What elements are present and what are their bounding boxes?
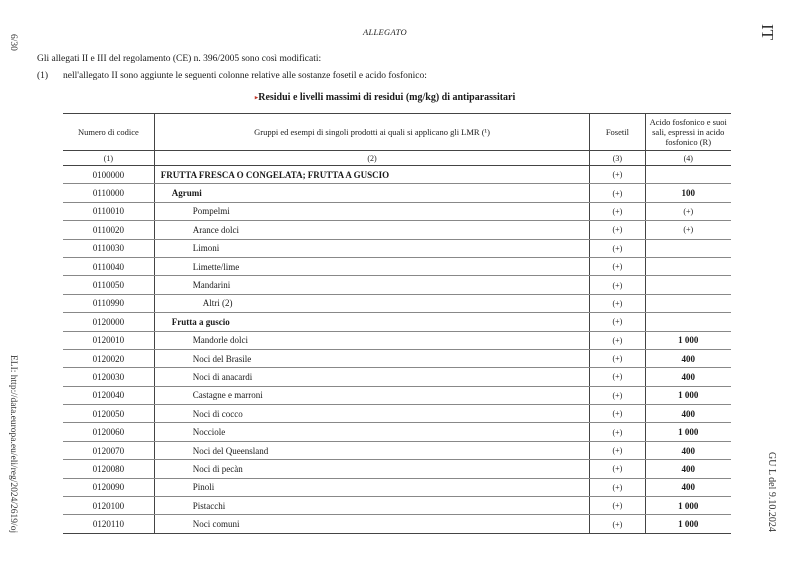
annex-title: ALLEGATO xyxy=(363,27,407,37)
eli-link[interactable]: ELI: http://data.europa.eu/eli/reg/2024/2619/oj xyxy=(8,355,18,534)
cell-code: 0110000 xyxy=(63,184,154,202)
cell-phosphonic-acid: 400 xyxy=(645,478,731,496)
journal-reference: GU L del 9.10.2024 xyxy=(766,452,777,532)
cell-code: 0120100 xyxy=(63,497,154,515)
cell-product: Castagne e marroni xyxy=(154,386,589,404)
cell-product: Mandorle dolci xyxy=(154,331,589,349)
cell-product: Limette/lime xyxy=(154,257,589,275)
table-row xyxy=(63,313,731,331)
cell-phosphonic-acid xyxy=(645,166,731,184)
table-body xyxy=(63,166,731,534)
cell-fosetil: (+) xyxy=(590,405,645,423)
cell-product: Pinoli xyxy=(154,478,589,496)
cell-code: 0100000 xyxy=(63,166,154,184)
cell-fosetil: (+) xyxy=(590,515,645,533)
cell-code: 0120090 xyxy=(63,478,154,496)
list-item-text: nell'allegato II sono aggiunte le seguenti colonne relative alle sostanze fosetil e acido fosfonico: xyxy=(63,71,427,81)
cell-fosetil: (+) xyxy=(590,386,645,404)
header-products: Gruppi ed esempi di singoli prodotti ai quali si applicano gli LMR (¹) xyxy=(154,114,589,151)
cell-product: Noci comuni xyxy=(154,515,589,533)
cell-code: 0120000 xyxy=(63,313,154,331)
cell-phosphonic-acid xyxy=(645,276,731,294)
header-code: Numero di codice xyxy=(63,114,154,151)
cell-phosphonic-acid xyxy=(645,257,731,275)
index-2: (2) xyxy=(154,151,589,166)
cell-phosphonic-acid xyxy=(645,313,731,331)
cell-product: Agrumi xyxy=(154,184,589,202)
cell-code: 0120010 xyxy=(63,331,154,349)
list-item-number: (1) xyxy=(37,71,49,81)
cell-code: 0120110 xyxy=(63,515,154,533)
table-title-text: Residui e livelli massimi di residui (mg/kg) di antiparassitari xyxy=(258,92,516,103)
cell-phosphonic-acid: 400 xyxy=(645,460,731,478)
table-row xyxy=(63,166,731,184)
language-code: IT xyxy=(758,24,777,41)
cell-phosphonic-acid: 400 xyxy=(645,368,731,386)
intro-paragraph: Gli allegati II e III del regolamento (CE) n. 396/2005 sono così modificati: xyxy=(37,54,322,64)
cell-fosetil: (+) xyxy=(590,294,645,312)
cell-product: FRUTTA FRESCA O CONGELATA; FRUTTA A GUSCIO xyxy=(154,166,589,184)
cell-product: Arance dolci xyxy=(154,221,589,239)
amendment-marker-icon: ▸ xyxy=(254,93,259,102)
table-header-row xyxy=(63,114,731,151)
cell-fosetil: (+) xyxy=(590,239,645,257)
cell-code: 0120080 xyxy=(63,460,154,478)
header-phosphonic-acid: Acido fosfonico e suoi sali, espressi in acido fosfonico (R) xyxy=(645,114,731,151)
table-row xyxy=(63,460,731,478)
page-number: 6/30 xyxy=(8,34,18,51)
cell-product: Frutta a guscio xyxy=(154,313,589,331)
table-row xyxy=(63,497,731,515)
cell-fosetil: (+) xyxy=(590,202,645,220)
cell-fosetil: (+) xyxy=(590,368,645,386)
cell-product: Noci del Queensland xyxy=(154,441,589,459)
table-row xyxy=(63,349,731,367)
cell-fosetil: (+) xyxy=(590,331,645,349)
table-row xyxy=(63,386,731,404)
cell-phosphonic-acid: 400 xyxy=(645,405,731,423)
cell-phosphonic-acid xyxy=(645,239,731,257)
cell-phosphonic-acid: 1 000 xyxy=(645,331,731,349)
table-row xyxy=(63,331,731,349)
residue-table xyxy=(63,113,731,534)
cell-phosphonic-acid: 1 000 xyxy=(645,423,731,441)
index-3: (3) xyxy=(590,151,645,166)
table-row xyxy=(63,368,731,386)
cell-phosphonic-acid: 1 000 xyxy=(645,515,731,533)
cell-code: 0110990 xyxy=(63,294,154,312)
cell-fosetil: (+) xyxy=(590,497,645,515)
cell-code: 0110010 xyxy=(63,202,154,220)
table-row xyxy=(63,202,731,220)
cell-code: 0110040 xyxy=(63,257,154,275)
cell-phosphonic-acid xyxy=(645,294,731,312)
cell-phosphonic-acid: 1 000 xyxy=(645,386,731,404)
cell-phosphonic-acid: 1 000 xyxy=(645,497,731,515)
cell-fosetil: (+) xyxy=(590,423,645,441)
cell-fosetil: (+) xyxy=(590,349,645,367)
table-row xyxy=(63,221,731,239)
cell-product: Nocciole xyxy=(154,423,589,441)
cell-fosetil: (+) xyxy=(590,276,645,294)
index-4: (4) xyxy=(645,151,731,166)
cell-fosetil: (+) xyxy=(590,166,645,184)
cell-code: 0120020 xyxy=(63,349,154,367)
cell-product: Mandarini xyxy=(154,276,589,294)
cell-code: 0110050 xyxy=(63,276,154,294)
cell-product: Noci di cocco xyxy=(154,405,589,423)
cell-phosphonic-acid: 100 xyxy=(645,184,731,202)
table-title xyxy=(0,92,770,103)
table-row xyxy=(63,294,731,312)
list-item-1 xyxy=(37,71,427,81)
table-row xyxy=(63,515,731,533)
cell-product: Noci di pecàn xyxy=(154,460,589,478)
table-index-row xyxy=(63,151,731,166)
cell-product: Noci del Brasile xyxy=(154,349,589,367)
table-row xyxy=(63,441,731,459)
table-row xyxy=(63,423,731,441)
cell-fosetil: (+) xyxy=(590,460,645,478)
cell-fosetil: (+) xyxy=(590,221,645,239)
cell-code: 0120070 xyxy=(63,441,154,459)
cell-product: Altri (2) xyxy=(154,294,589,312)
cell-fosetil: (+) xyxy=(590,257,645,275)
cell-fosetil: (+) xyxy=(590,184,645,202)
table-row xyxy=(63,276,731,294)
cell-product: Pistacchi xyxy=(154,497,589,515)
cell-product: Noci di anacardi xyxy=(154,368,589,386)
table-row xyxy=(63,257,731,275)
cell-code: 0120030 xyxy=(63,368,154,386)
cell-phosphonic-acid: 400 xyxy=(645,349,731,367)
table-row xyxy=(63,405,731,423)
cell-fosetil: (+) xyxy=(590,313,645,331)
cell-code: 0120040 xyxy=(63,386,154,404)
cell-code: 0110030 xyxy=(63,239,154,257)
cell-phosphonic-acid: (+) xyxy=(645,221,731,239)
cell-code: 0120050 xyxy=(63,405,154,423)
cell-product: Pompelmi xyxy=(154,202,589,220)
cell-phosphonic-acid: (+) xyxy=(645,202,731,220)
cell-code: 0110020 xyxy=(63,221,154,239)
header-fosetil: Fosetil xyxy=(590,114,645,151)
table-row xyxy=(63,239,731,257)
cell-fosetil: (+) xyxy=(590,478,645,496)
table-row xyxy=(63,478,731,496)
cell-fosetil: (+) xyxy=(590,441,645,459)
index-1: (1) xyxy=(63,151,154,166)
cell-phosphonic-acid: 400 xyxy=(645,441,731,459)
cell-product: Limoni xyxy=(154,239,589,257)
cell-code: 0120060 xyxy=(63,423,154,441)
table-row xyxy=(63,184,731,202)
